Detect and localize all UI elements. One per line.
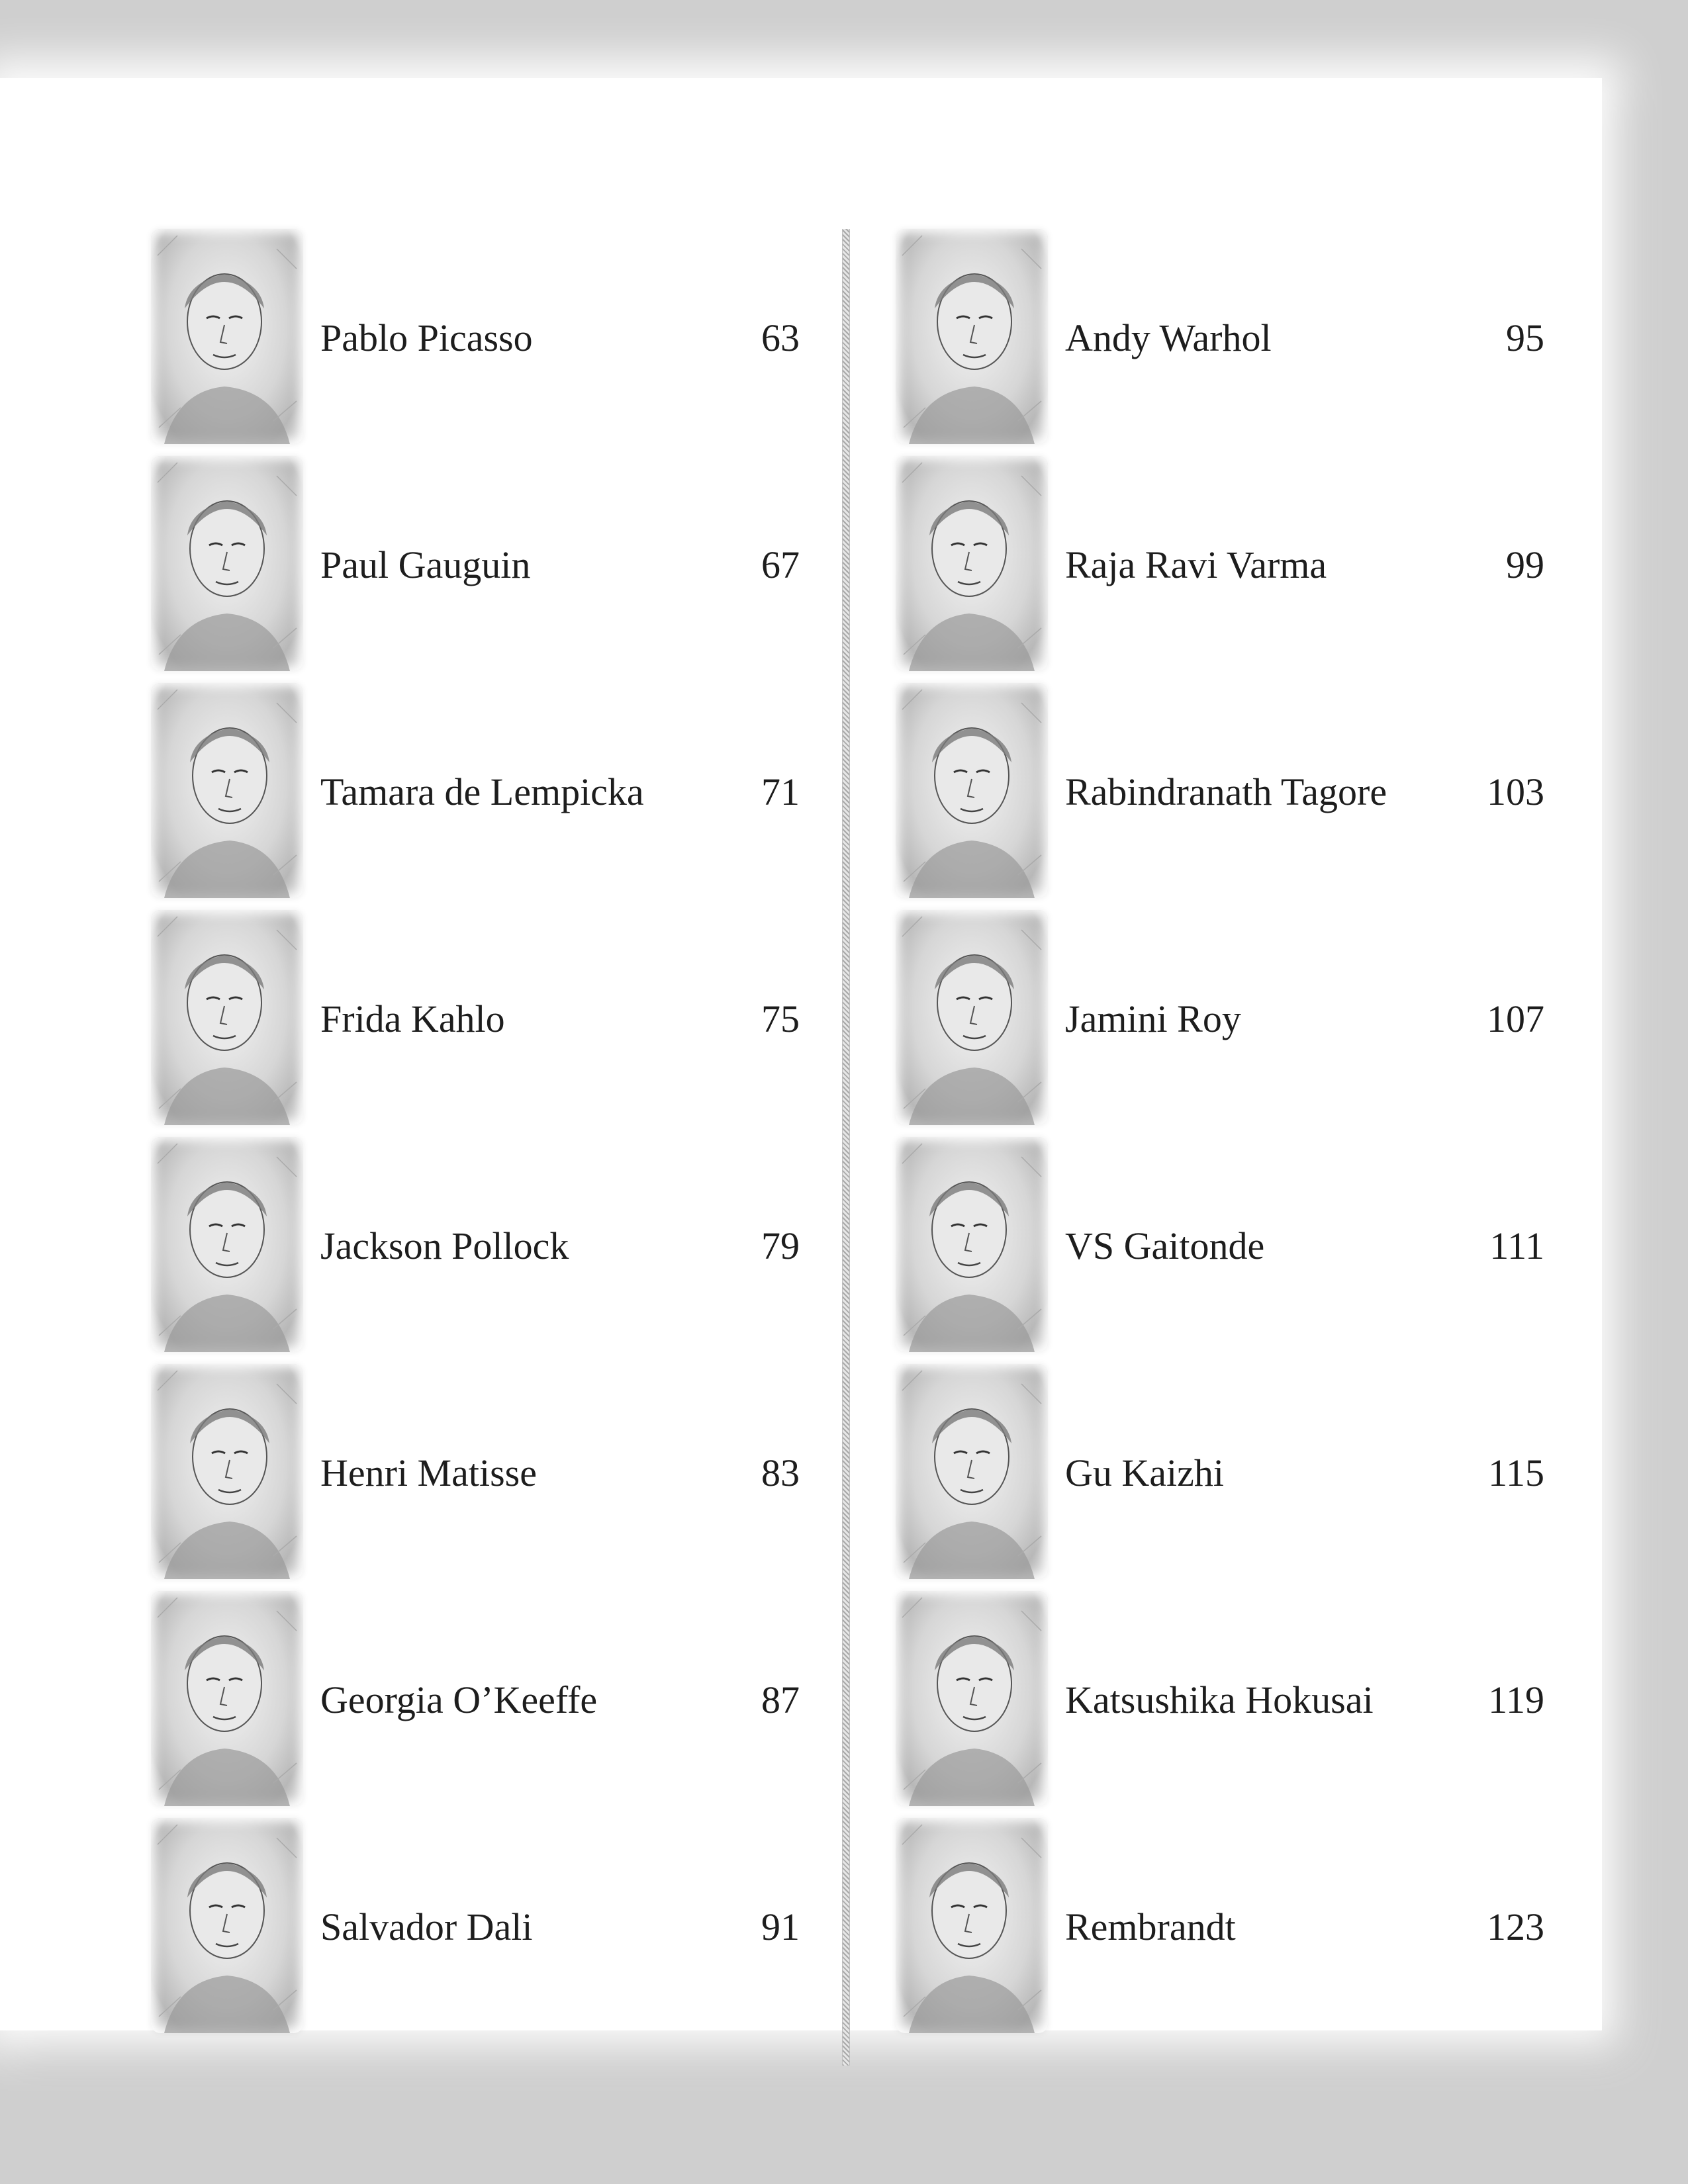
sketch-drawing — [151, 1818, 303, 2033]
toc-entry[interactable] — [896, 683, 1544, 901]
artist-name: Jackson Pollock — [320, 1224, 569, 1267]
sketch-drawing — [896, 910, 1048, 1125]
artist-name: Raja Ravi Varma — [1065, 543, 1327, 586]
portrait-sketch — [896, 229, 1048, 444]
toc-entry[interactable] — [896, 1818, 1544, 2036]
sketch-drawing — [896, 229, 1048, 444]
toc-entry[interactable] — [151, 456, 800, 674]
artist-name: Katsushika Hokusai — [1065, 1678, 1374, 1721]
portrait-sketch — [896, 1364, 1048, 1579]
artist-name: Andy Warhol — [1065, 316, 1272, 359]
page-number: 107 — [1487, 997, 1544, 1040]
page-number: 67 — [761, 543, 800, 586]
page-number: 119 — [1488, 1678, 1544, 1721]
artist-name: VS Gaitonde — [1065, 1224, 1265, 1267]
toc-entry[interactable] — [896, 1591, 1544, 1809]
toc-entry[interactable] — [151, 683, 800, 901]
sketch-drawing — [896, 683, 1048, 898]
portrait-sketch — [896, 910, 1048, 1125]
sketch-drawing — [151, 229, 303, 444]
sketch-drawing — [896, 456, 1048, 671]
artist-name: Salvador Dali — [320, 1905, 533, 1948]
toc-entry[interactable] — [896, 229, 1544, 447]
page-number: 91 — [761, 1905, 800, 1948]
contents-page — [0, 78, 1602, 2030]
page-number: 95 — [1506, 316, 1544, 359]
sketch-drawing — [151, 1364, 303, 1579]
artist-name: Pablo Picasso — [320, 316, 533, 359]
sketch-drawing — [151, 456, 303, 671]
page-number: 123 — [1487, 1905, 1544, 1948]
portrait-sketch — [151, 1364, 303, 1579]
artist-name: Henri Matisse — [320, 1451, 537, 1494]
sketch-drawing — [151, 1137, 303, 1352]
artist-name: Paul Gauguin — [320, 543, 531, 586]
page-number: 87 — [761, 1678, 800, 1721]
toc-entry[interactable] — [151, 910, 800, 1128]
portrait-sketch — [896, 1818, 1048, 2033]
page-number: 75 — [761, 997, 800, 1040]
page-number: 115 — [1488, 1451, 1544, 1494]
sketch-drawing — [151, 1591, 303, 1806]
toc-entry[interactable] — [896, 456, 1544, 674]
toc-entry[interactable] — [896, 1137, 1544, 1355]
artist-name: Jamini Roy — [1065, 997, 1241, 1040]
artist-name: Gu Kaizhi — [1065, 1451, 1224, 1494]
page-number: 79 — [761, 1224, 800, 1267]
sketch-drawing — [151, 683, 303, 898]
toc-entry[interactable] — [151, 1364, 800, 1582]
artist-name: Frida Kahlo — [320, 997, 505, 1040]
artist-name: Rembrandt — [1065, 1905, 1236, 1948]
page-number: 63 — [761, 316, 800, 359]
artist-name: Rabindranath Tagore — [1065, 770, 1387, 813]
portrait-sketch — [151, 1818, 303, 2033]
portrait-sketch — [896, 683, 1048, 898]
toc-entry[interactable] — [151, 1137, 800, 1355]
page-number: 71 — [761, 770, 800, 813]
sketch-drawing — [896, 1591, 1048, 1806]
artist-name: Tamara de Lempicka — [320, 770, 644, 813]
page-number: 103 — [1487, 770, 1544, 813]
portrait-sketch — [151, 229, 303, 444]
portrait-sketch — [151, 683, 303, 898]
artist-name: Georgia O’Keeffe — [320, 1678, 598, 1721]
sketch-drawing — [896, 1137, 1048, 1352]
sketch-drawing — [151, 910, 303, 1125]
portrait-sketch — [896, 1137, 1048, 1352]
toc-entry[interactable] — [151, 1818, 800, 2036]
page-number: 99 — [1506, 543, 1544, 586]
toc-entry[interactable] — [896, 1364, 1544, 1582]
portrait-sketch — [151, 1591, 303, 1806]
portrait-sketch — [151, 1137, 303, 1352]
toc-entry[interactable] — [896, 910, 1544, 1128]
toc-entry[interactable] — [151, 1591, 800, 1809]
portrait-sketch — [151, 456, 303, 671]
portrait-sketch — [896, 1591, 1048, 1806]
page-number: 111 — [1489, 1224, 1544, 1267]
portrait-sketch — [151, 910, 303, 1125]
sketch-drawing — [896, 1818, 1048, 2033]
column-divider — [842, 229, 850, 2066]
page-number: 83 — [761, 1451, 800, 1494]
portrait-sketch — [896, 456, 1048, 671]
toc-entry[interactable] — [151, 229, 800, 447]
sketch-drawing — [896, 1364, 1048, 1579]
